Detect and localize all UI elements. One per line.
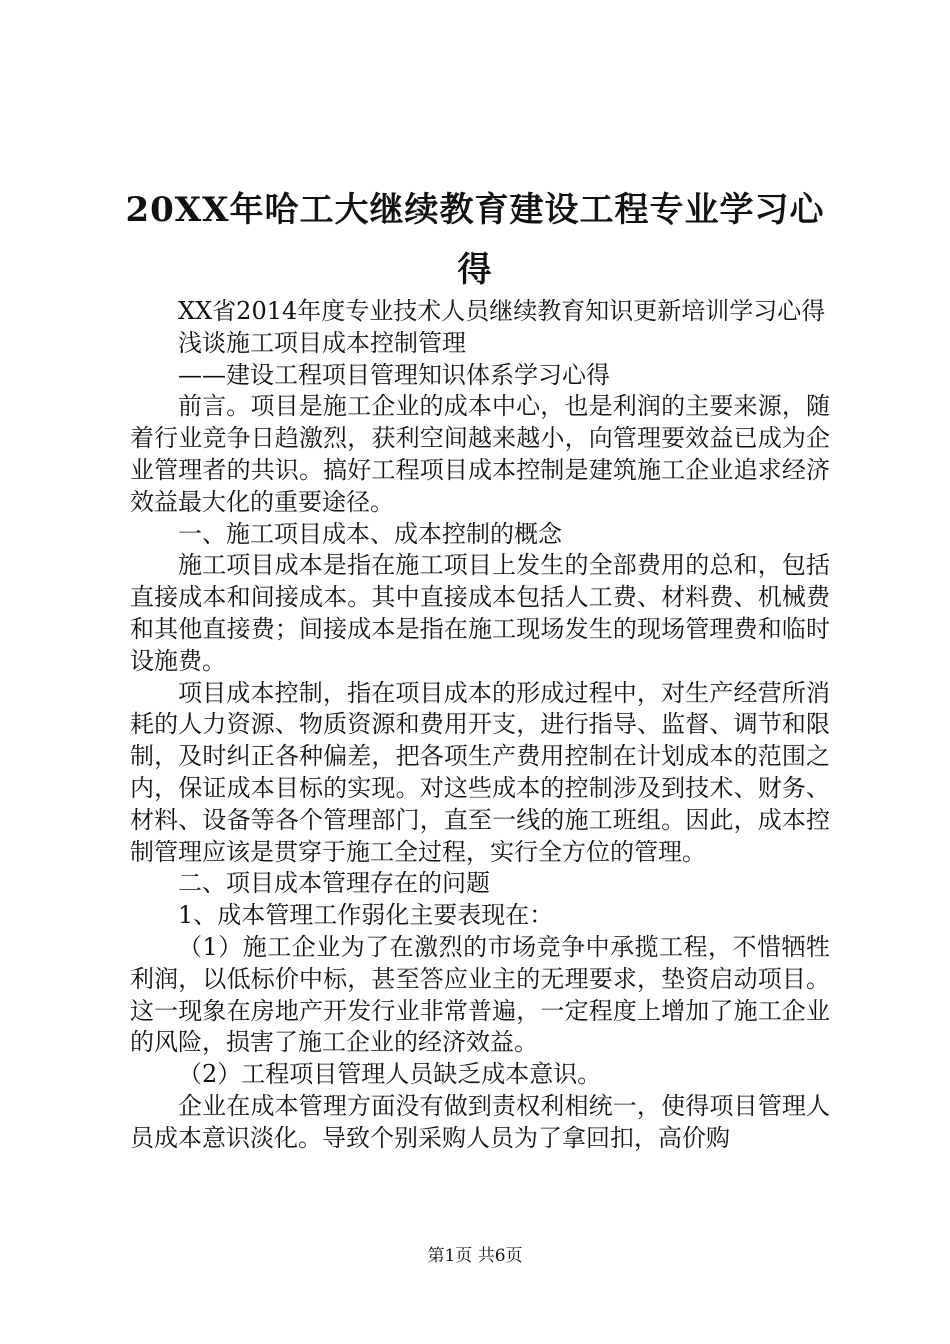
paragraph: ——建设工程项目管理知识体系学习心得 — [178, 360, 610, 389]
paragraph: 1、成本管理工作弱化主要表现在： — [178, 901, 554, 930]
page-indicator: 第1页 共6页 — [427, 1246, 523, 1266]
paragraph: 企业在成本管理方面没有做到责权利相统一，使得项目管理人员成本意识淡化。导致个别采购人员为了拿回扣，高价购 — [130, 1091, 830, 1152]
paragraph: （1）施工企业为了在激烈的市场竞争中承揽工程，不惜牺牲利润，以低标价中标，甚至答应业主的无理要求，垫资启动项目。这一现象在房地产开发行业非常普遍，一定程度上增加了施工企业的风险，损害了施工企业的经济效益。 — [130, 932, 830, 1057]
paragraph: （2）工程项目管理人员缺乏成本意识。 — [178, 1060, 602, 1089]
section-heading: 二、项目成本管理存在的问题 — [178, 869, 490, 898]
paragraph: 浅谈施工项目成本控制管理 — [178, 328, 466, 357]
paragraph: 项目成本控制，指在项目成本的形成过程中，对生产经营所消耗的人力资源、物质资源和费用开支，进行指导、监督、调节和限制，及时纠正各种偏差，把各项生产费用控制在计划成本的范围之内，保证成本目标的实现。对这些成本的控制涉及到技术、财务、材料、设备等各个管理部门，直至一线的施工班组。因此，成本控制管理应该是贯穿于施工全过程，实行全方位的管理。 — [130, 678, 830, 866]
paragraph: 前言。项目是施工企业的成本中心，也是利润的主要来源，随着行业竞争日趋激烈，获利空间越来越小，向管理要效益已成为企业管理者的共识。搞好工程项目成本控制是建筑施工企业追求经济效益最大化的重要途径。 — [130, 392, 830, 516]
paragraph: 施工项目成本是指在施工项目上发生的全部费用的总和，包括直接成本和间接成本。其中直接成本包括人工费、材料费、机械费和其他直接费；间接成本是指在施工现场发生的现场管理费和临时设施费。 — [130, 551, 830, 675]
paragraph: XX省2014年度专业技术人员继续教育知识更新培训学习心得 — [178, 297, 826, 325]
document-title: 20XX年哈工大继续教育建设工程专业学习心得 — [125, 190, 825, 290]
document-body — [130, 296, 830, 1155]
section-heading: 一、施工项目成本、成本控制的概念 — [178, 519, 562, 548]
